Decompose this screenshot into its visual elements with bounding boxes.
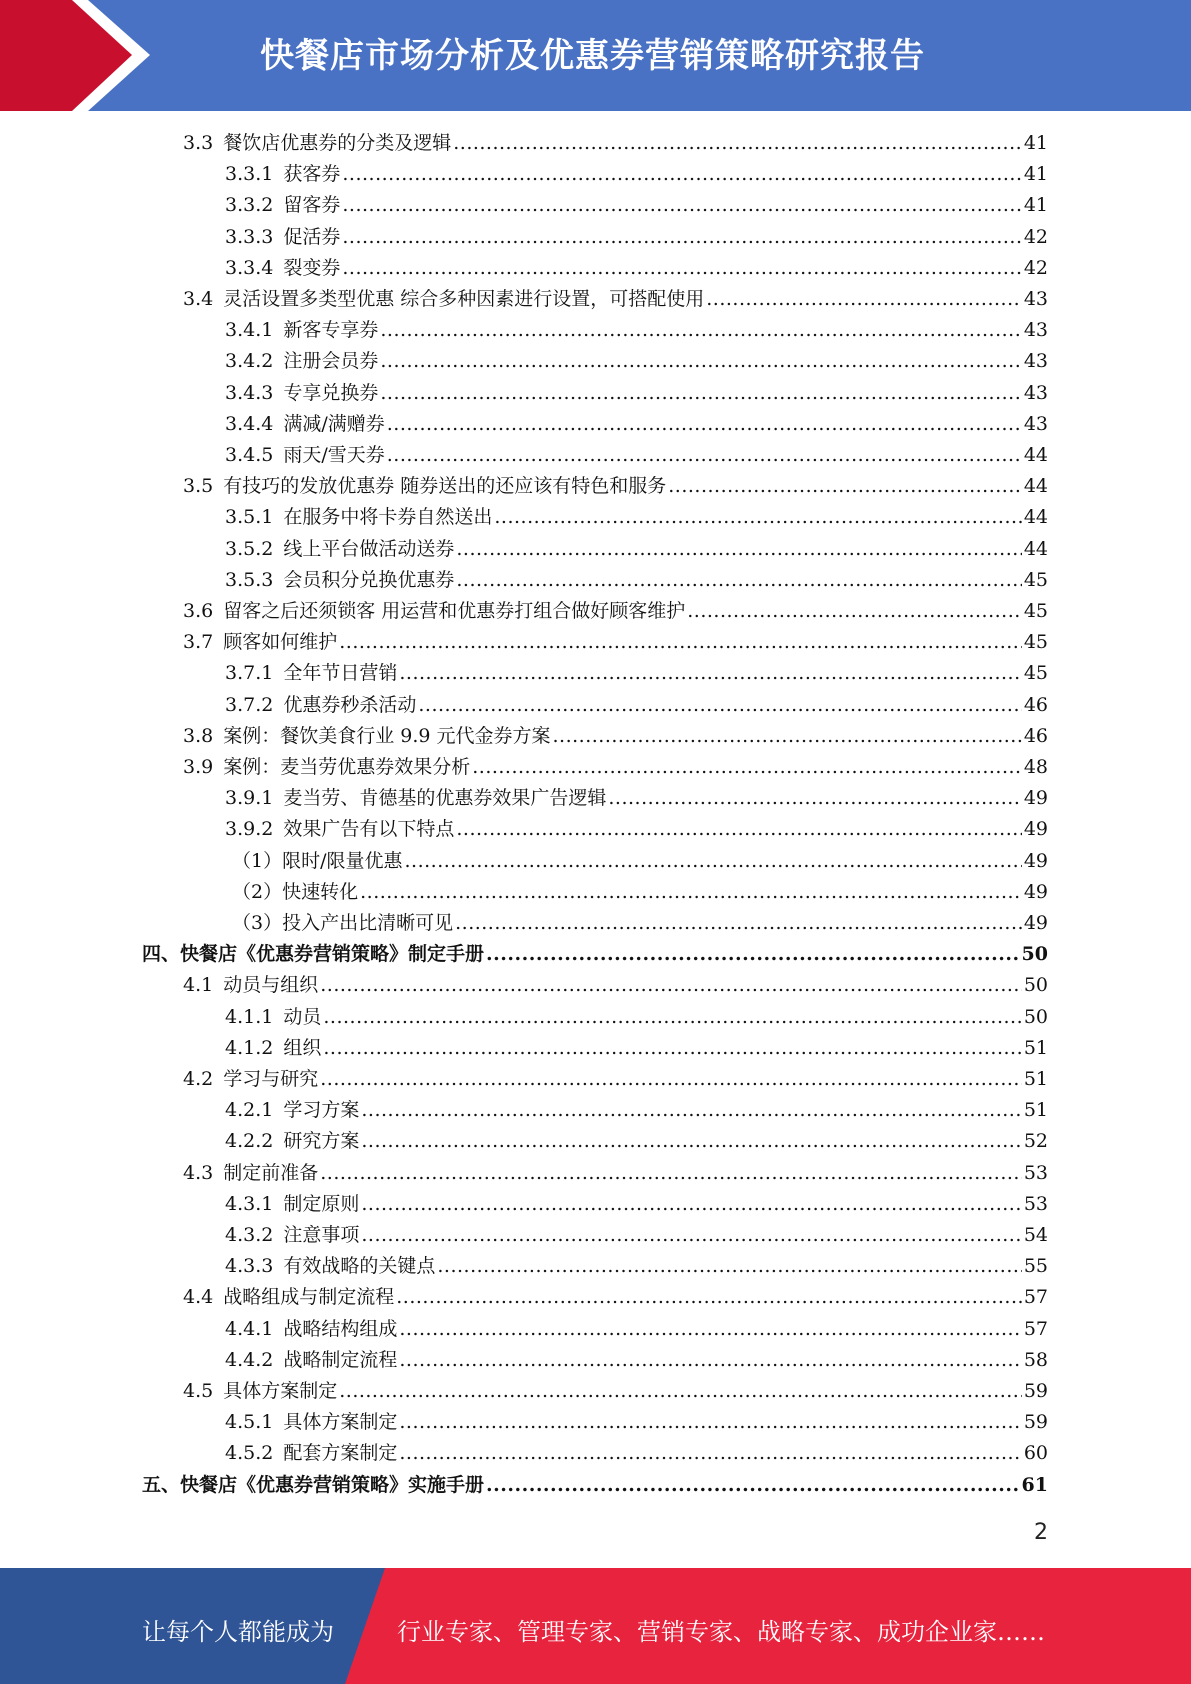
footer-slogan-list: 行业专家、管理专家、营销专家、战略专家、成功企业家…… (397, 1618, 1045, 1646)
toc-entry-number: 3.5.1 (225, 506, 274, 529)
toc-dot-leader (668, 471, 1022, 502)
toc-entry-page: 43 (1023, 288, 1048, 310)
toc-entry-title: 麦当劳、肯德基的优惠券效果广告逻辑 (283, 787, 607, 810)
toc-dot-leader (687, 596, 1022, 627)
toc-entry-number: 3.4.4 (225, 412, 274, 435)
toc-entry-number: 4.2.1 (225, 1099, 274, 1122)
toc-entry-title: 研究方案 (283, 1130, 360, 1153)
toc-entry-page: 57 (1023, 1317, 1048, 1340)
toc-entry-number: 4.4.2 (225, 1348, 274, 1371)
toc-dot-leader (399, 658, 1021, 689)
toc-entry-page: 61 (1021, 1473, 1048, 1496)
toc-dot-leader (405, 846, 1022, 877)
toc-entry[interactable] (225, 534, 1048, 565)
toc-entry-page: 49 (1023, 880, 1048, 903)
toc-entry-number: 4.5.1 (225, 1411, 274, 1434)
toc-entry-title: 获客券 (283, 163, 341, 186)
toc-dot-leader (706, 284, 1022, 315)
toc-entry-page: 44 (1023, 506, 1048, 529)
toc-dot-leader (486, 939, 1020, 970)
toc-chapter-entry[interactable] (142, 1470, 1048, 1501)
page-number: 2 (1034, 1520, 1048, 1545)
toc-entry-title: 战略结构组成 (283, 1317, 398, 1340)
toc-entry-page: 43 (1023, 319, 1048, 342)
toc-entry-page: 59 (1023, 1411, 1048, 1434)
toc-entry[interactable] (183, 627, 1048, 658)
toc-entry-number: （3） (232, 912, 283, 934)
toc-entry-number: 3.4.5 (225, 444, 274, 466)
toc-entry[interactable] (183, 128, 1048, 159)
toc-entry-page: 42 (1023, 256, 1048, 279)
toc-entry[interactable] (225, 1002, 1048, 1033)
toc-dot-leader (456, 534, 1021, 565)
toc-dot-leader (320, 970, 1022, 1001)
toc-entry-number: 3.5.3 (225, 568, 274, 591)
toc-entry-page: 46 (1023, 724, 1048, 747)
toc-entry-number: 3.7.2 (225, 693, 274, 716)
toc-entry-title: 四、快餐店《优惠券营销策略》制定手册 (142, 943, 485, 966)
toc-entry[interactable] (225, 253, 1048, 284)
toc-entry-number: 4.5.2 (225, 1442, 274, 1465)
toc-entry[interactable] (225, 1033, 1048, 1064)
toc-entry-title: 留客券 (283, 194, 341, 217)
toc-entry-number: 4.3 (183, 1161, 214, 1184)
toc-entry-number: （2） (232, 880, 283, 903)
toc-entry-number: 4.1.2 (225, 1036, 274, 1059)
toc-entry-number: 3.4.3 (225, 381, 274, 404)
toc-entry[interactable] (183, 1158, 1048, 1189)
toc-entry-number: 3.7.1 (225, 662, 274, 685)
toc-entry-page: 55 (1023, 1255, 1048, 1278)
footer-slogan-lead: 让每个人都能成为 (142, 1618, 334, 1646)
toc-entry-title: 战略组成与制定流程 (223, 1286, 395, 1309)
toc-entry-title: 效果广告有以下特点 (283, 818, 455, 841)
toc-entry-page: 50 (1023, 1005, 1048, 1028)
toc-entry-title: 快速转化 (282, 880, 359, 903)
toc-entry-title: 案例：餐饮美食行业 9.9 元代金券方案 (223, 724, 551, 747)
toc-entry-number: 3.3 (183, 132, 214, 154)
toc-entry-number: 4.2.2 (225, 1130, 274, 1153)
toc-entry-title: 学习与研究 (223, 1068, 319, 1090)
toc-dot-leader (399, 1314, 1021, 1345)
toc-entry-page: 45 (1023, 600, 1048, 622)
toc-entry-title: 具体方案制定 (223, 1380, 338, 1402)
toc-entry-page: 51 (1023, 1036, 1048, 1059)
toc-entry[interactable] (183, 284, 1048, 315)
toc-entry-number: 3.9 (183, 756, 214, 778)
toc-entry-page: 44 (1023, 537, 1048, 560)
toc-dot-leader (472, 752, 1022, 783)
toc-entry-number: 4.4.1 (225, 1317, 274, 1340)
toc-entry[interactable] (225, 409, 1048, 440)
toc-entry-title: 组织 (283, 1036, 322, 1059)
toc-dot-leader (380, 378, 1021, 409)
toc-entry[interactable] (225, 1407, 1048, 1438)
toc-entry-title: 案例：麦当劳优惠券效果分析 (223, 756, 471, 778)
toc-dot-leader (486, 1470, 1020, 1501)
toc-entry-title: 学习方案 (283, 1099, 360, 1122)
toc-entry-page: 49 (1023, 818, 1048, 841)
toc-entry-title: 具体方案制定 (283, 1411, 398, 1434)
toc-entry-page: 41 (1023, 163, 1048, 186)
toc-entry-page: 46 (1023, 693, 1048, 716)
toc-entry-title: 注册会员券 (283, 350, 379, 373)
page-footer (0, 1568, 1191, 1684)
toc-entry-number: 4.5 (183, 1380, 214, 1402)
toc-entry-page: 45 (1023, 631, 1048, 654)
toc-entry-number: 4.3.2 (225, 1224, 274, 1246)
toc-entry-page: 41 (1023, 194, 1048, 217)
toc-entry-page: 59 (1023, 1380, 1048, 1402)
toc-entry-number: 3.5.2 (225, 537, 274, 560)
toc-entry[interactable] (225, 565, 1048, 596)
toc-dot-leader (342, 222, 1021, 253)
toc-entry[interactable] (225, 159, 1048, 190)
toc-entry-page: 50 (1023, 974, 1048, 997)
toc-dot-leader (387, 440, 1022, 471)
toc-entry-page: 52 (1023, 1130, 1048, 1153)
toc-dot-leader (456, 565, 1021, 596)
toc-entry[interactable] (225, 1314, 1048, 1345)
toc-entry-title: 投入产出比清晰可见 (282, 912, 454, 934)
toc-entry-title: 有效战略的关键点 (283, 1255, 436, 1278)
report-title: 快餐店市场分析及优惠券营销策略研究报告 (260, 36, 925, 76)
toc-entry-title: 在服务中将卡券自然送出 (283, 506, 493, 529)
toc-dot-leader (399, 1345, 1021, 1376)
toc-entry-page: 42 (1023, 225, 1048, 248)
toc-entry-page: 49 (1023, 912, 1048, 934)
toc-entry-title: 顾客如何维护 (223, 631, 338, 654)
toc-entry-title: 优惠券秒杀活动 (283, 693, 417, 716)
toc-entry-page: 45 (1023, 662, 1048, 685)
toc-entry[interactable] (225, 190, 1048, 221)
toc-entry-title: 留客之后还须锁客 用运营和优惠券打组合做好顾客维护 (223, 600, 686, 622)
toc-dot-leader (494, 502, 1021, 533)
toc-dot-leader (361, 1189, 1021, 1220)
toc-entry-title: 餐饮店优惠券的分类及逻辑 (223, 132, 452, 154)
toc-entry-number: 3.4.2 (225, 350, 274, 373)
toc-dot-leader (323, 1033, 1021, 1064)
toc-dot-leader (361, 1220, 1021, 1251)
toc-entry-number: 4.2 (183, 1068, 214, 1090)
toc-entry-page: 45 (1023, 568, 1048, 591)
toc-entry[interactable] (225, 1345, 1048, 1376)
toc-entry-number: 3.6 (183, 600, 214, 622)
toc-entry[interactable] (225, 346, 1048, 377)
toc-entry[interactable] (225, 690, 1048, 721)
toc-entry[interactable] (183, 1064, 1048, 1095)
toc-entry-number: 3.4 (183, 288, 214, 310)
toc-entry-title: 制定前准备 (223, 1161, 319, 1184)
toc-entry[interactable] (225, 1189, 1048, 1220)
toc-entry[interactable] (225, 440, 1048, 471)
toc-entry-number: 4.1.1 (225, 1005, 274, 1028)
toc-dot-leader (437, 1251, 1021, 1282)
toc-entry-number: 3.8 (183, 724, 214, 747)
toc-entry-number: 3.7 (183, 631, 214, 654)
toc-entry-page: 58 (1023, 1348, 1048, 1371)
toc-entry-title: 线上平台做活动送券 (283, 537, 455, 560)
toc-dot-leader (320, 1064, 1022, 1095)
toc-entry-number: 3.3.2 (225, 194, 274, 217)
toc-entry-page: 44 (1023, 444, 1048, 466)
toc-entry-title: 有技巧的发放优惠券 随券送出的还应该有特色和服务 (223, 475, 667, 498)
toc-dot-leader (455, 908, 1022, 939)
toc-dot-leader (342, 159, 1021, 190)
toc-dot-leader (323, 1002, 1021, 1033)
toc-entry-title: 雨天/雪天券 (283, 444, 385, 466)
toc-entry-page: 43 (1023, 381, 1048, 404)
toc-dot-leader (380, 346, 1021, 377)
toc-dot-leader (453, 128, 1022, 159)
toc-entry-page: 43 (1023, 350, 1048, 373)
toc-dot-leader (418, 690, 1021, 721)
toc-entry[interactable] (225, 814, 1048, 845)
toc-entry-page: 60 (1023, 1442, 1048, 1465)
toc-dot-leader (399, 1438, 1021, 1469)
toc-entry-title: 限时/限量优惠 (282, 849, 403, 872)
toc-entry-number: 3.9.1 (225, 787, 274, 810)
toc-entry[interactable] (225, 1438, 1048, 1469)
toc-entry-page: 48 (1023, 756, 1048, 778)
toc-entry-number: 3.3.3 (225, 225, 274, 248)
page-header (0, 0, 1191, 111)
toc-entry-page: 57 (1023, 1286, 1048, 1309)
toc-entry[interactable] (225, 378, 1048, 409)
toc-entry-title: 动员与组织 (223, 974, 319, 997)
toc-dot-leader (339, 1376, 1022, 1407)
toc-entry[interactable] (225, 222, 1048, 253)
toc-entry-title: 动员 (283, 1005, 322, 1028)
toc-entry-page: 44 (1023, 475, 1048, 498)
toc-dot-leader (360, 877, 1022, 908)
toc-entry[interactable] (183, 721, 1048, 752)
toc-dot-leader (380, 315, 1021, 346)
toc-entry-number: 4.3.3 (225, 1255, 274, 1278)
toc-entry-number: 4.4 (183, 1286, 214, 1309)
toc-entry[interactable] (225, 1095, 1048, 1126)
toc-dot-leader (553, 721, 1022, 752)
toc-entry-title: 注意事项 (283, 1224, 360, 1246)
toc-entry-number: 4.1 (183, 974, 214, 997)
toc-entry-page: 51 (1023, 1068, 1048, 1090)
toc-entry[interactable] (225, 1251, 1048, 1282)
toc-entry[interactable] (225, 1220, 1048, 1251)
toc-dot-leader (361, 1126, 1021, 1157)
toc-entry-number: 4.3.1 (225, 1192, 274, 1215)
toc-entry[interactable] (183, 471, 1048, 502)
toc-entry[interactable] (225, 783, 1048, 814)
toc-entry-number: 3.4.1 (225, 319, 274, 342)
toc-entry-title: 五、快餐店《优惠券营销策略》实施手册 (142, 1473, 485, 1496)
toc-entry-page: 53 (1023, 1161, 1048, 1184)
toc-entry-number: 3.5 (183, 475, 214, 498)
toc-dot-leader (399, 1407, 1021, 1438)
toc-dot-leader (339, 627, 1022, 658)
toc-entry-page: 49 (1023, 787, 1048, 810)
toc-entry-title: 裂变券 (283, 256, 341, 279)
toc-entry-page: 49 (1023, 849, 1048, 872)
toc-entry-page: 43 (1023, 412, 1048, 435)
toc-chapter-entry[interactable] (142, 939, 1048, 970)
toc-dot-leader (342, 190, 1021, 221)
toc-entry[interactable] (225, 502, 1048, 533)
toc-entry-title: 制定原则 (283, 1192, 360, 1215)
toc-entry[interactable] (225, 1126, 1048, 1157)
toc-entry[interactable] (225, 658, 1048, 689)
toc-dot-leader (608, 783, 1021, 814)
toc-entry[interactable] (225, 315, 1048, 346)
toc-entry-number: 3.3.1 (225, 163, 274, 186)
toc-entry-number: 3.9.2 (225, 818, 274, 841)
toc-entry[interactable] (183, 1376, 1048, 1407)
toc-entry-number: 3.3.4 (225, 256, 274, 279)
toc-dot-leader (361, 1095, 1021, 1126)
toc-dot-leader (387, 409, 1022, 440)
toc-entry-title: 战略制定流程 (283, 1348, 398, 1371)
toc-entry-title: 配套方案制定 (283, 1442, 398, 1465)
toc-entry-number: （1） (232, 849, 283, 872)
toc-entry-page: 54 (1023, 1224, 1048, 1246)
toc-entry-page: 53 (1023, 1192, 1048, 1215)
toc-dot-leader (396, 1282, 1022, 1313)
toc-entry-title: 全年节日营销 (283, 662, 398, 685)
toc-entry-title: 新客专享券 (283, 319, 379, 342)
toc-entry-page: 51 (1023, 1099, 1048, 1122)
toc-entry-title: 满减/满赠券 (283, 412, 385, 435)
toc-entry[interactable] (183, 1282, 1048, 1313)
toc-entry-page: 41 (1023, 132, 1048, 154)
toc-entry[interactable] (183, 596, 1048, 627)
toc-dot-leader (456, 814, 1021, 845)
toc-entry[interactable] (232, 908, 1048, 939)
toc-entry-title: 专享兑换券 (283, 381, 379, 404)
toc-entry-title: 灵活设置多类型优惠 综合多种因素进行设置，可搭配使用 (223, 288, 705, 310)
toc-entry[interactable] (183, 970, 1048, 1001)
toc-entry-title: 促活券 (283, 225, 341, 248)
toc-dot-leader (342, 253, 1021, 284)
toc-entry-title: 会员积分兑换优惠券 (283, 568, 455, 591)
toc-entry-page: 50 (1021, 943, 1048, 966)
toc-entry[interactable] (232, 846, 1048, 877)
toc-entry[interactable] (183, 752, 1048, 783)
toc-entry[interactable] (232, 877, 1048, 908)
toc-dot-leader (320, 1158, 1022, 1189)
